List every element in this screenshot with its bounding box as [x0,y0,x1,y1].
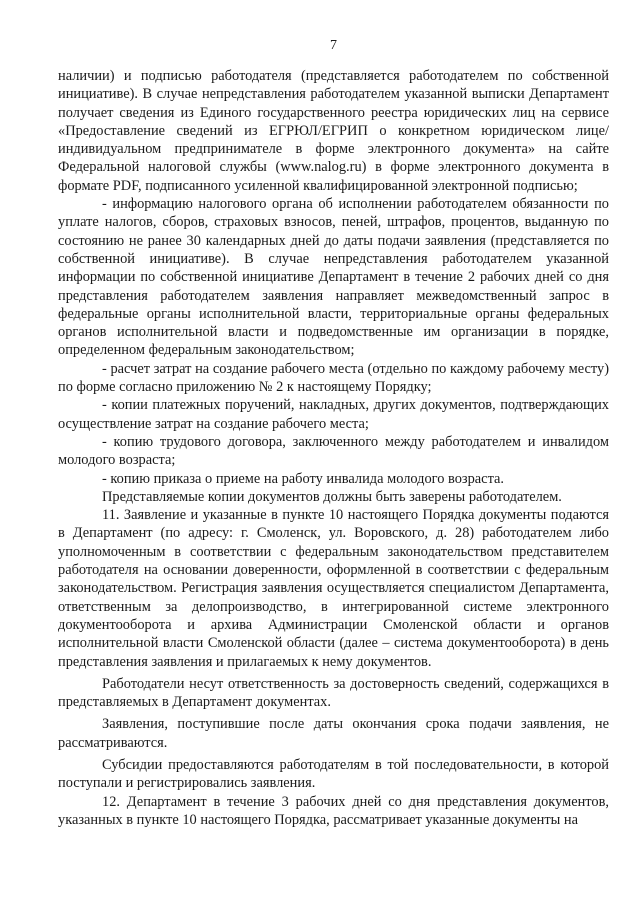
page-number: 7 [330,38,337,53]
paragraph-subsidy-order: Субсидии предоставляются работодателям в той последовательности, в которой поступали и регистрировались заявления. [58,756,609,792]
paragraph-hiring-order: - копию приказа о приеме на работу инвалида молодого возраста. [102,470,505,487]
paragraph-late-applications: Заявления, поступившие после даты окончания срока подачи заявления, не рассматриваются. [58,716,609,751]
paragraph-section-12: 12. Департамент в течение 3 рабочих дней со дня представления документов, указанных в пункте 10 настоящего Порядка, рассматривает указанные документы на [58,793,609,828]
paragraph-responsibility: Работодатели несут ответственность за достоверность сведений, содержащихся в представляемых в Департамент документах. [58,675,609,711]
paragraph-labor-contract: - копию трудового договора, заключенного между работодателем и инвалидом молодого возраста; [58,433,609,469]
paragraph-certified-copies: Представляемые копии документов должны быть заверены работодателем. [102,488,562,505]
paragraph-payment-copies: - копии платежных поручений, накладных, других документов, подтверждающих осуществление затрат на создание рабочего места; [58,397,609,432]
paragraph-continuation: наличии) и подписью работодателя (представляется работодателем по собственной инициативе). В случае непредставления работодателем указанной выписки Департамент получает сведения из Единого государственного реестра юридических лиц на сервисе «Предоставление сведений из ЕГРЮЛ/ЕГРИП о конкретном юридическом лице/индивидуальном предпринимателе в форме электронного документа» на сайте Федеральной налоговой службы (www.nalog.ru) в форме электронного документа в формате PDF, подписанного усиленной квалифицированной электронной подписью; [58,68,609,194]
paragraph-cost-calculation: - расчет затрат на создание рабочего места (отдельно по каждому рабочему месту) по форме согласно приложению № 2 к настоящему Порядку; [58,360,609,396]
paragraph-section-11: 11. Заявление и указанные в пункте 10 настоящего Порядка документы подаются в Департамент (по адресу: г. Смоленск, ул. Воровского, д. 28) работодателем либо уполномоченным в соответствии с федеральным законодательством представителем работодателя на основании доверенности, оформленной в соответствии с федеральным законодательством. Регистрация заявления осуществляется специалистом Департамента, ответственным за делопроизводство, в интегрированной системе электронного документооборота и архива Администрации Смоленской области и органов исполнительной власти Смоленской области (далее – система документооборота) в день представления заявления и прилагаемых к нему документов. [58,507,609,670]
paragraph-tax-info: - информацию налогового органа об исполнении работодателем обязанности по уплате налогов, сборов, страховых взносов, пеней, штрафов, процентов, выданную по состоянию не ранее 30 календарных дней до даты подачи заявления (представляется по собственной инициативе). В случае непредставления работодателем указанной информации по собственной инициативе Департамент в течение 2 рабочих дней со дня представления работодателем заявления направляет межведомственный запрос в федеральные органы исполнительной власти, территориальные органы федеральных органов исполнительной власти и подведомственные им организации в порядке, определенном федеральным законодательством; [58,196,609,359]
